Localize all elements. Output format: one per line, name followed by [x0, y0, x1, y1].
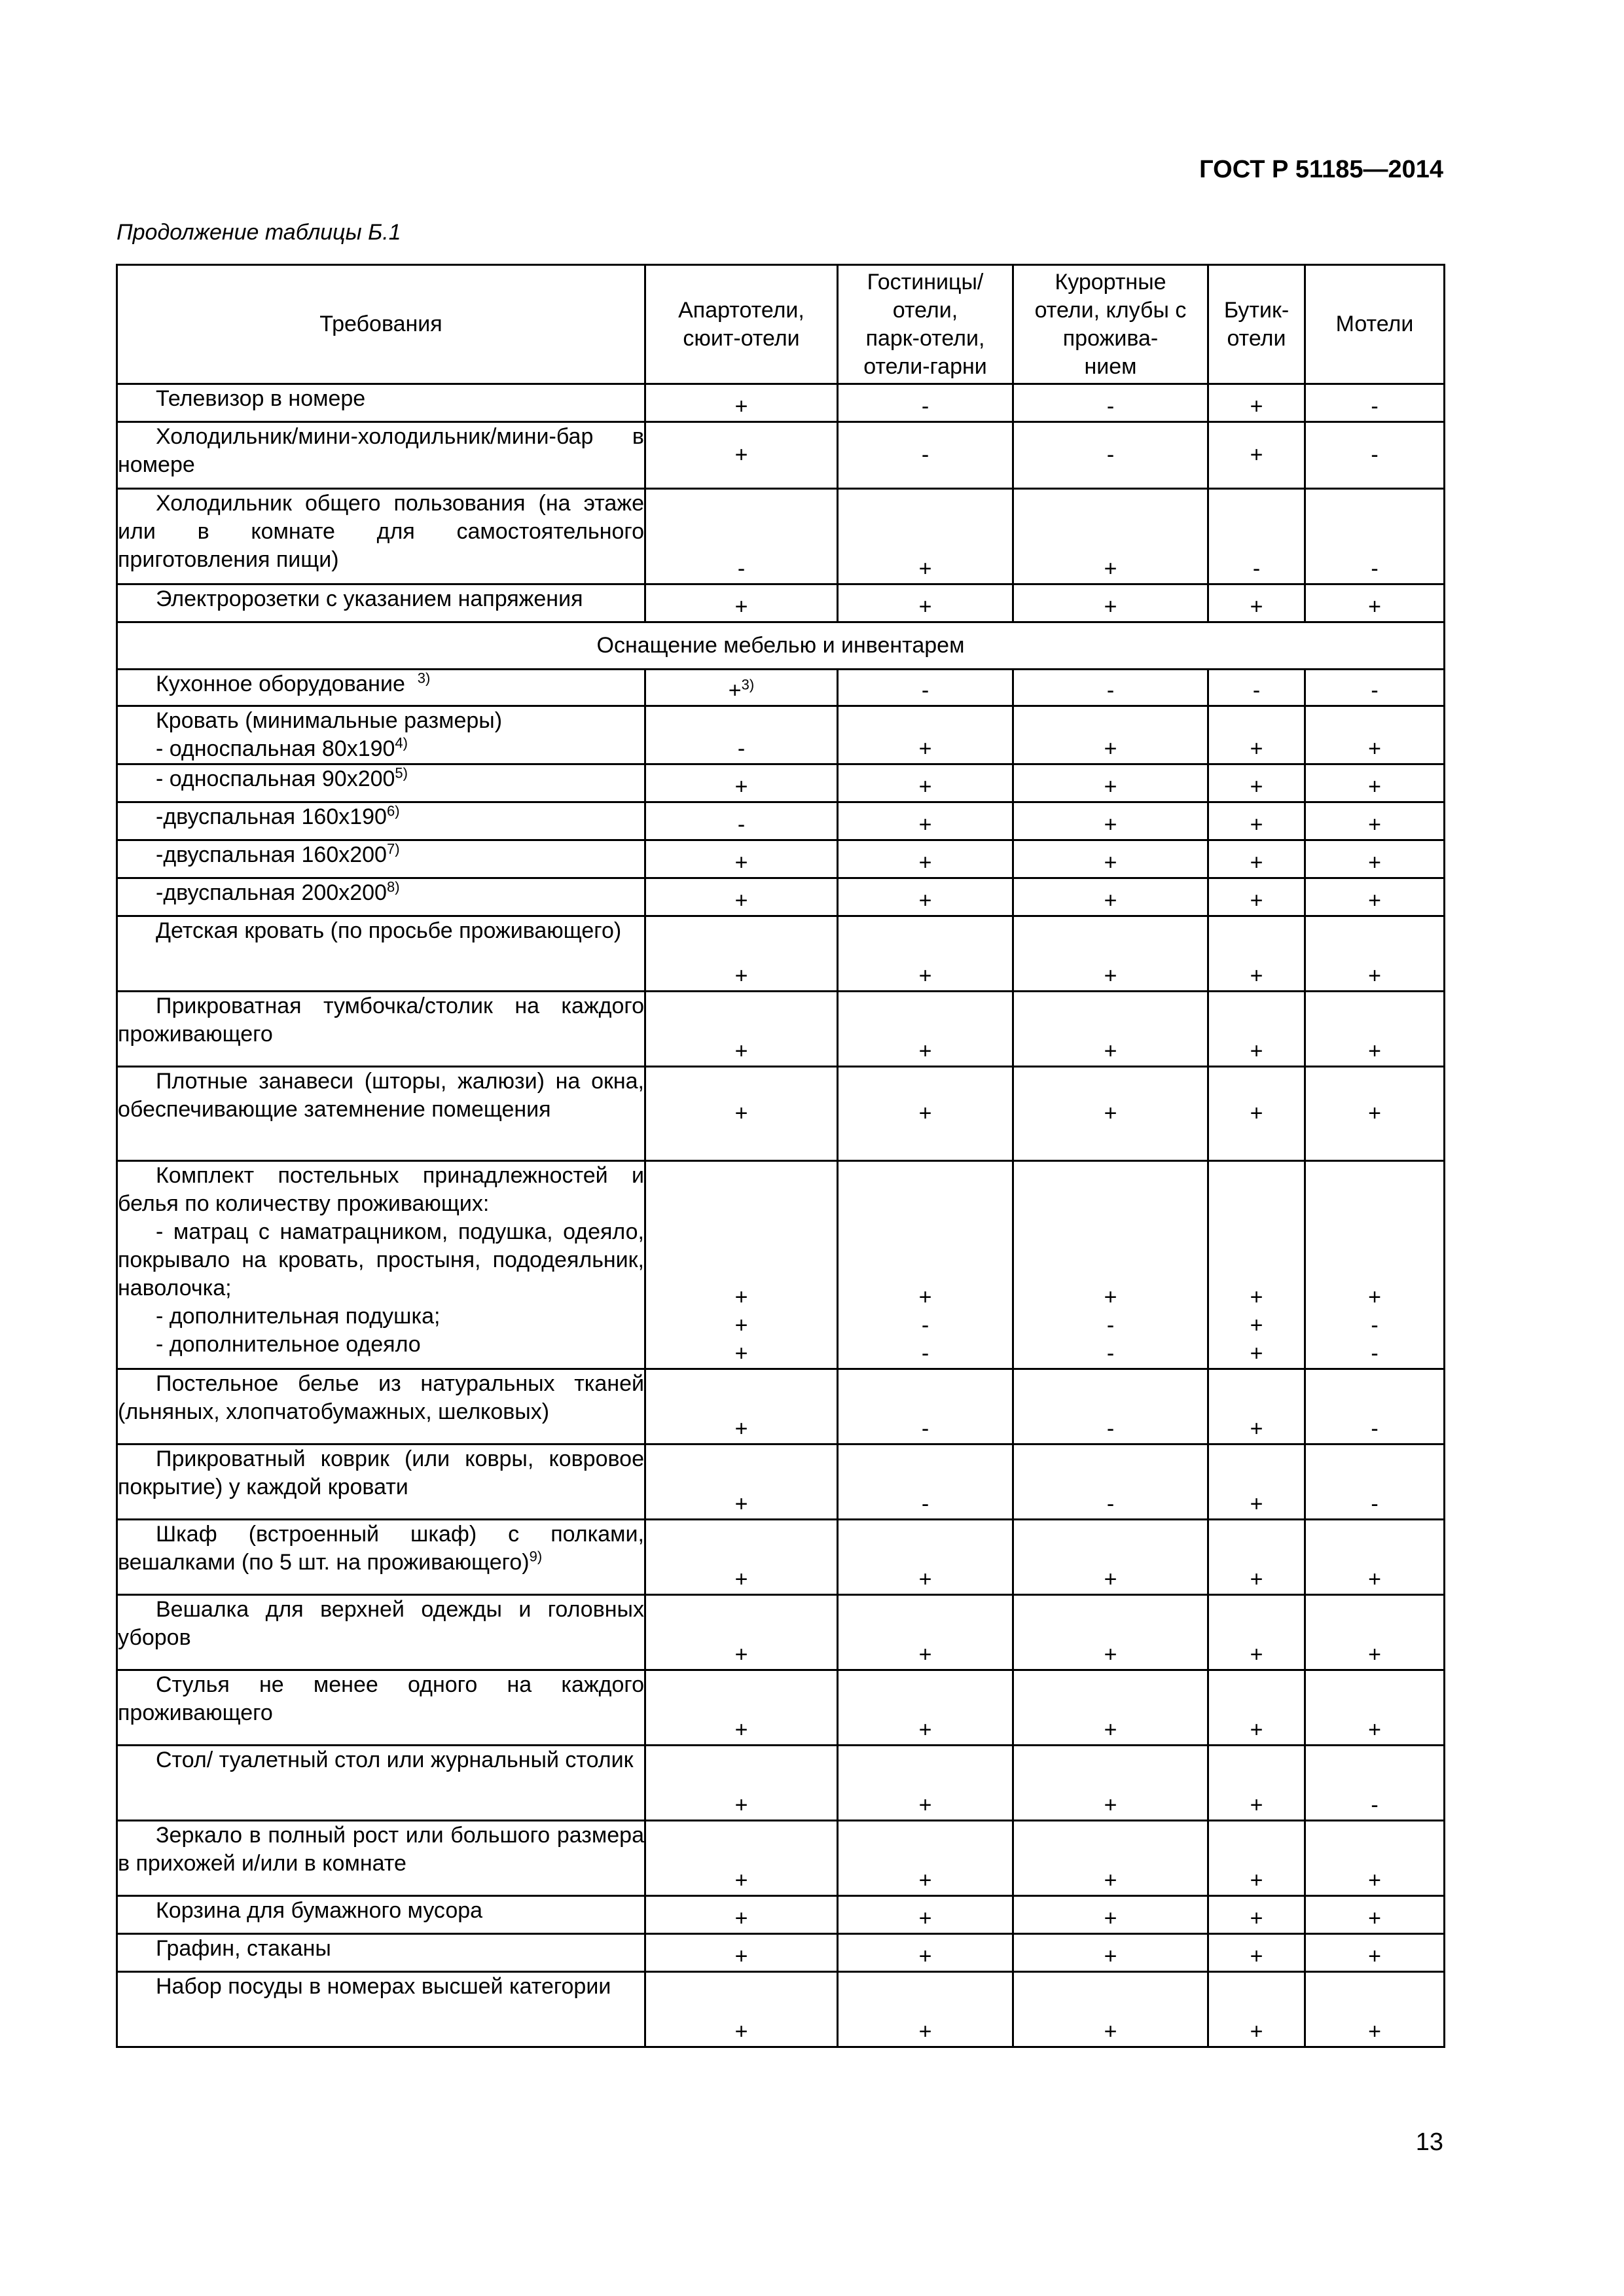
value-cell: +$^{3)}$	[645, 670, 838, 706]
table-row	[117, 1896, 1445, 1934]
value-cell: +	[1208, 1444, 1305, 1520]
value-cell: +	[645, 840, 838, 878]
table-row	[117, 706, 1445, 764]
footnote-mark: 3)	[741, 676, 755, 693]
requirement-cell: Детская кровать (по просьбе проживающего)	[117, 916, 645, 992]
value-cell: -	[1305, 1746, 1445, 1821]
requirement-cell: Набор посуды в номерах высшей категории	[117, 1972, 645, 2047]
value-cell: -	[1013, 670, 1208, 706]
value-cell: +	[1305, 840, 1445, 878]
table-header-row	[117, 265, 1445, 384]
requirement-cell: Графин, стаканы	[117, 1934, 645, 1972]
table-caption: Продолжение таблицы Б.1	[117, 220, 401, 245]
requirement-cell: Стол/ туалетный стол или журнальный столик	[117, 1746, 645, 1821]
value-cell: -	[1305, 670, 1445, 706]
requirement-cell: Корзина для бумажного мусора	[117, 1896, 645, 1934]
value-cell: +	[1013, 1934, 1208, 1972]
value-cell: +	[1013, 764, 1208, 802]
value-cell: +	[1208, 1067, 1305, 1161]
value-cell: +	[838, 802, 1013, 840]
value-cell: +	[645, 1595, 838, 1670]
requirement-cell: -двуспальная 160x200$^{7)}$	[117, 840, 645, 878]
requirement-cell: Постельное белье из натуральных тканей (льняных, хлопчатобумажных, шелковых)	[117, 1369, 645, 1444]
value-cell: +	[1305, 764, 1445, 802]
value-cell: +	[838, 1067, 1013, 1161]
value-cell: +	[838, 1595, 1013, 1670]
requirement-cell: - односпальная 90x200$^{5)}$	[117, 764, 645, 802]
value-cell: +	[1208, 584, 1305, 622]
value-cell: +	[645, 1444, 838, 1520]
value-cell: -	[1013, 422, 1208, 489]
value-cell: -	[645, 706, 838, 764]
value-cell: +	[1208, 1520, 1305, 1595]
value-cell: +	[645, 878, 838, 916]
value-cell: +	[838, 584, 1013, 622]
table-row	[117, 670, 1445, 706]
value-cell: +	[1208, 1972, 1305, 2047]
value-cell: -	[838, 670, 1013, 706]
value-cell: +	[1305, 1972, 1445, 2047]
value-cell: +	[1013, 584, 1208, 622]
value-cell: -	[838, 422, 1013, 489]
value-cell: +	[645, 1067, 838, 1161]
value-cell: +	[838, 489, 1013, 584]
value-cell: +	[1013, 1670, 1208, 1746]
requirement-cell: Кровать (минимальные размеры) - односпальная 80x190$^{4)}$	[117, 706, 645, 764]
value-cell: +	[1208, 706, 1305, 764]
value-cell: +	[1305, 1520, 1445, 1595]
value-cell: -	[838, 1369, 1013, 1444]
value-cell: +	[838, 1896, 1013, 1934]
table-row	[117, 764, 1445, 802]
value-cell: +	[645, 1670, 838, 1746]
table-row	[117, 584, 1445, 622]
table-row	[117, 1067, 1445, 1161]
table-row	[117, 1934, 1445, 1972]
value-cell: +	[1208, 422, 1305, 489]
value-cell: +	[838, 916, 1013, 992]
value-cell: +	[1013, 840, 1208, 878]
section-row	[117, 622, 1445, 670]
requirement-cell: Зеркало в полный рост или большого размера в прихожей и/или в комнате	[117, 1821, 645, 1896]
value-cell: +	[838, 1746, 1013, 1821]
value-cell: +	[645, 1369, 838, 1444]
footnote-mark: 7)	[386, 840, 400, 857]
value-cell: +	[645, 584, 838, 622]
value-cell: +	[645, 384, 838, 422]
table-row	[117, 422, 1445, 489]
table-row	[117, 916, 1445, 992]
requirements-table	[116, 264, 1445, 2048]
value-cell: +	[1208, 1670, 1305, 1746]
value-cell: +	[1305, 916, 1445, 992]
value-cell: -	[1305, 1369, 1445, 1444]
table-row	[117, 1520, 1445, 1595]
requirement-cell: Кухонное оборудование $^{3)}$	[117, 670, 645, 706]
requirement-cell: Электророзетки с указанием напряжения	[117, 584, 645, 622]
table-row	[117, 1444, 1445, 1520]
value-cell: +	[1208, 764, 1305, 802]
value-cell: +	[838, 1934, 1013, 1972]
value-cell: +	[1208, 1934, 1305, 1972]
table-row	[117, 384, 1445, 422]
value-cell: -	[645, 802, 838, 840]
header-hotels: Гостиницы/ отели, парк-отели, отели-гарни	[838, 265, 1013, 384]
requirement-cell: -двуспальная 160x190$^{6)}$	[117, 802, 645, 840]
table-row	[117, 1595, 1445, 1670]
value-cell: +	[1013, 1067, 1208, 1161]
value-cell: +	[1208, 1896, 1305, 1934]
value-cell: -	[645, 489, 838, 584]
value-cell: -	[1305, 489, 1445, 584]
value-cell: +	[838, 992, 1013, 1067]
value-cell: +	[1013, 878, 1208, 916]
value-cell: -	[1305, 384, 1445, 422]
value-cell: +	[645, 1520, 838, 1595]
requirement-cell: Прикроватный коврик (или ковры, ковровое покрытие) у каждой кровати	[117, 1444, 645, 1520]
value-cell: + - -	[838, 1161, 1013, 1369]
value-cell: -	[838, 1444, 1013, 1520]
value-cell: +	[1305, 992, 1445, 1067]
value-cell: +	[838, 1821, 1013, 1896]
value-cell: +	[838, 1972, 1013, 2047]
value-cell: +	[1305, 1670, 1445, 1746]
requirement-cell: Прикроватная тумбочка/столик на каждого проживающего	[117, 992, 645, 1067]
value-cell: +	[645, 1934, 838, 1972]
value-cell: -	[1305, 422, 1445, 489]
value-cell: +	[1208, 1746, 1305, 1821]
table-row	[117, 1369, 1445, 1444]
table-row	[117, 1821, 1445, 1896]
requirement-cell: Холодильник/мини-холодильник/мини-бар в номере	[117, 422, 645, 489]
value-cell: +	[1013, 1520, 1208, 1595]
value-cell: +	[1013, 916, 1208, 992]
value-cell: +	[1013, 706, 1208, 764]
requirement-cell: Вешалка для верхней одежды и головных уборов	[117, 1595, 645, 1670]
value-cell: +	[645, 992, 838, 1067]
value-cell: +	[1013, 489, 1208, 584]
value-cell: +	[1305, 1821, 1445, 1896]
value-cell: +	[1208, 384, 1305, 422]
header-boutique-hotels: Бутик- отели	[1208, 265, 1305, 384]
value-cell: +	[838, 1520, 1013, 1595]
table-row	[117, 1161, 1445, 1369]
footnote-mark: 4)	[395, 734, 408, 751]
header-resort-hotels: Курортные отели, клубы с прожива- нием	[1013, 265, 1208, 384]
value-cell: +	[1208, 840, 1305, 878]
value-cell: +	[1013, 992, 1208, 1067]
value-cell: -	[1013, 1444, 1208, 1520]
value-cell: +	[1208, 1595, 1305, 1670]
value-cell: -	[1208, 670, 1305, 706]
value-cell: + - -	[1013, 1161, 1208, 1369]
value-cell: +	[645, 1746, 838, 1821]
footnote-mark: 9)	[529, 1548, 543, 1565]
table-row	[117, 802, 1445, 840]
table-row	[117, 489, 1445, 584]
page-number: 13	[1415, 2128, 1443, 2156]
requirement-cell: Телевизор в номере	[117, 384, 645, 422]
value-cell: + - -	[1305, 1161, 1445, 1369]
value-cell: +	[1305, 584, 1445, 622]
value-cell: +	[838, 878, 1013, 916]
value-cell: +	[645, 1896, 838, 1934]
value-cell: -	[1013, 384, 1208, 422]
table-row	[117, 992, 1445, 1067]
value-cell: +	[1305, 706, 1445, 764]
value-cell: +	[1013, 802, 1208, 840]
requirement-cell: Стулья не менее одного на каждого проживающего	[117, 1670, 645, 1746]
value-cell: +	[1305, 1896, 1445, 1934]
value-cell: +	[645, 422, 838, 489]
value-cell: +	[645, 1972, 838, 2047]
value-cell: +	[1305, 802, 1445, 840]
value-cell: +	[1305, 1934, 1445, 1972]
value-cell: +	[645, 1821, 838, 1896]
header-aparthotels: Апартотели, сюит-отели	[645, 265, 838, 384]
value-cell: + + +	[645, 1161, 838, 1369]
value-cell: +	[1013, 1972, 1208, 2047]
value-cell: +	[1305, 878, 1445, 916]
table-row	[117, 878, 1445, 916]
header-motels: Мотели	[1305, 265, 1445, 384]
table-row	[117, 1746, 1445, 1821]
value-cell: -	[1208, 489, 1305, 584]
value-cell: +	[1208, 878, 1305, 916]
value-cell: +	[1013, 1595, 1208, 1670]
table-row	[117, 840, 1445, 878]
document-code: ГОСТ Р 51185—2014	[1199, 156, 1443, 183]
value-cell: -	[838, 384, 1013, 422]
value-cell: + + +	[1208, 1161, 1305, 1369]
section-title: Оснащение мебелью и инвентарем	[117, 622, 1445, 670]
value-cell: +	[838, 1670, 1013, 1746]
value-cell: +	[1305, 1067, 1445, 1161]
footnote-mark: 6)	[386, 802, 400, 819]
value-cell: +	[1013, 1821, 1208, 1896]
footnote-mark: 8)	[386, 878, 400, 895]
requirement-cell: Холодильник общего пользования (на этаже или в комнате для самостоятельного приготовления пищи)	[117, 489, 645, 584]
value-cell: +	[1208, 916, 1305, 992]
value-cell: +	[1013, 1896, 1208, 1934]
value-cell: +	[1208, 1369, 1305, 1444]
value-cell: +	[838, 840, 1013, 878]
value-cell: +	[1208, 802, 1305, 840]
requirement-cell: -двуспальная 200x200$^{8)}$	[117, 878, 645, 916]
footnote-mark: 5)	[395, 764, 408, 781]
value-cell: +	[1305, 1595, 1445, 1670]
table-row	[117, 1972, 1445, 2047]
value-cell: +	[645, 916, 838, 992]
requirement-cell: Шкаф (встроенный шкаф) с полками, вешалками (по 5 шт. на проживающего)$^{9)}$	[117, 1520, 645, 1595]
footnote-mark: 3)	[417, 670, 431, 687]
value-cell: -	[1013, 1369, 1208, 1444]
requirement-cell: Комплект постельных принадлежностей и белья по количеству проживающих: - матрац с наматрацником, подушка, одеяло, покрывало на кровать, простыня, пододеяльник, наволочка; - дополнительная подушка; - дополнительное одеяло	[117, 1161, 645, 1369]
value-cell: +	[1208, 1821, 1305, 1896]
value-cell: +	[1013, 1746, 1208, 1821]
header-requirements: Требования	[117, 265, 645, 384]
table-row	[117, 1670, 1445, 1746]
value-cell: +	[645, 764, 838, 802]
value-cell: -	[1305, 1444, 1445, 1520]
requirement-cell: Плотные занавеси (шторы, жалюзи) на окна, обеспечивающие затемнение помещения	[117, 1067, 645, 1161]
value-cell: +	[838, 764, 1013, 802]
value-cell: +	[1208, 992, 1305, 1067]
value-cell: +	[838, 706, 1013, 764]
